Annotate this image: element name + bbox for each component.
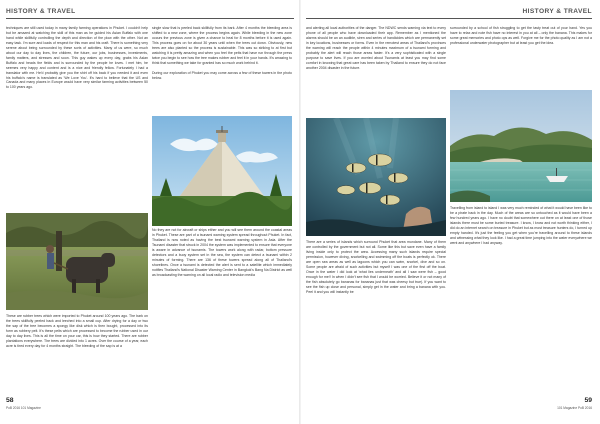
tsunami-tower-photo [152, 116, 292, 226]
island-photo [450, 90, 592, 202]
body-column: and alerting all local authorities of the danger. The NDWC sends warning via text to every phone of all people who have downloaded their app. Remember as I mentioned the alarms should be an an audible, siren and series of handicides which are permanently set in key locations, businesses or forms. Even in the remotest areas of Thailand's provinces the warning will reach the people within 4 minutes maximum of a tsunami forming and probably the alert will reach those areas faster. It's a very sophisticated with a single purpose to save lives. If you are worried about Tsunamis at least you may find some comfort in knowing that great care has been taken by Thailand to ensure they do not face another 2004 disaster in the future. [306, 26, 446, 70]
body-column: surrounded by a school of fish struggling to get the tasty treat out of your hand. Yes you have to relax and note fish have no interest in you at all – only the banana. This makes for some great memories and photo ops as well. Forgive me for the photo quality as I am not a professional underwater photographer but at least you get the idea. [450, 26, 592, 45]
body-column: Travelling from island to island I was very much reminded of what it would have been like to be a pirate back in the day. Much of the areas are so untouched as it would have been a few hundred years ago. I have no doubt that somewhere out there on at least one of those islands there must be some buried treasure. I know, I know and not worth thinking either, I did do an internet search on treasure in Phuket but as most treasure hunters do, I turned up empty handed. It's just the feeling you get when you're travelling around to these islands and witnessing what they look like. I had a great time jumping into the water everywhere we went and anywhere I had anyway. [450, 206, 592, 245]
page-number: 58 [6, 397, 14, 404]
body-column: No they are not for aircraft or ships either and you will see them around the coastal areas in Phuket. These are part of a tsunami warning system spread throughout Phuket. In fact, Thailand is now noted as having the best tsunami warning system in Asia. After the Tsunami disaster that struck in 2004 the system was implemented to ensure that everyone is aware in advance of tsunamis. The towers work along with radar, bottom pressure detectors and a buoy system set in the sea, the system can detect a tsunami within 2 minutes of forming. There are 136 of these towers spread along all of Thailand's shorelines. Once a tsunami is detected the alert is sent to a satellite which immediately notifies Thailand's National Disaster Warning Center in Bangkok's Bang Na District as well as broadcasting the warning on all local radio and television media [152, 228, 292, 277]
footer-label: PoB 2016 101 Magazine [6, 406, 41, 410]
body-column: techniques are still used today in many family farming operations in Phuket. I couldn't help but be amazed at watching the skill of this man as he guided his Asian Buffalo with one hand while skillfully controlling the depth and direction of the plow with the other. Not an easy task. I'm sure and loads of respect for this man and his craft. There is something very serene about being surrounded by these sorts of activities. Many of us were, so much about our day to day lives, the children, the future, our jobs, businesses, investments, family matters, and stresses and soon. This guy wakes up every day, grabs his Asian Buffalo and heads the fields and is surrounded by the people he loves. I met him, he seemes very happy and content and is a nice and friendly fellow. Fortunately I had a translator with me. He'd probably give you the shirt off his back if you needed it and even his buffalo's name is translated as 'We Love You'. It's hard to believe that the US and Canada and many places in Europe would have very similar farming activities between 50 to 100 years ago. [6, 26, 148, 90]
header-rule [6, 18, 294, 19]
body-column: These are rubber trees which were imported to Phuket around 100 years ago. The bark on the trees skillfully peeled back and leeched into a small cup. After drying for a day or two the sap of the tree becomes a spongy like disk which is then bought, processed into its form as rubbery pelt. It's these pelts which are processed to become the rubber used in our day to day lives. This is all the time on your car, this is how they started. There are rubber plantations everywhere. The trees are divided into 1 acres. Over the course of a year, each acre is tired every day for 4 months straight. The bleeding of the sap is at a [6, 314, 148, 348]
header-rule [306, 18, 592, 19]
right-page [300, 0, 600, 424]
section-title: HISTORY & TRAVEL [6, 8, 76, 15]
body-column: single slow that is peeled back skillfully from its bark. After 4 months the bleeding area is shifted to a new zone, where the process begins again. While bleeding in the new zone occurs the previous zone is given a chance to heal for 8 months before it is used again. This process goes on for about 30 years until when the trees cut down. Obviously, new trees are also planted so the process is sustainable. This was so striking to at first but watching it is pretty amazing and when you feel the pelts that have run through the press twice you begin to see how the tree makes rubber and feel it in your hands. It's amazing to think that something we take for granted has so much work behind it. During our exploration of Phuket you may come across a few of these towers in the photo below. [152, 26, 292, 80]
section-title: HISTORY & TRAVEL [522, 8, 592, 15]
buffalo-farming-photo [6, 213, 148, 310]
footer-label: 101 Magazine PoB 2016 [557, 406, 592, 410]
body-column: There are a series of islands which surround Phuket that area mundane. Many of them are controlled by the government but not all. Some like this but save even have a family living inside only to protect the area. Accessing many such islands require special permission, however diving, snorkelling and swimming off the boats is perfectly ok. There are open sea areas as well as lagoons which you can swim, snorkel, dive and so on. Some people are afraid of such activities but myself I was one of the first off the boat. Once in the water I did look at 'what lies underneath' and all I saw were fish – good enough for me!! In when I didn't see fish that I would be worried. Believe it or not many of the fish absolutely go bananas for bananas just that was cheesy but true). If you want to see the fish up close and personal, simply get in the water and bring a banana with you. Peel it and you will instantly be [306, 240, 446, 294]
page-number: 59 [584, 397, 592, 404]
underwater-fish-photo [306, 118, 446, 236]
